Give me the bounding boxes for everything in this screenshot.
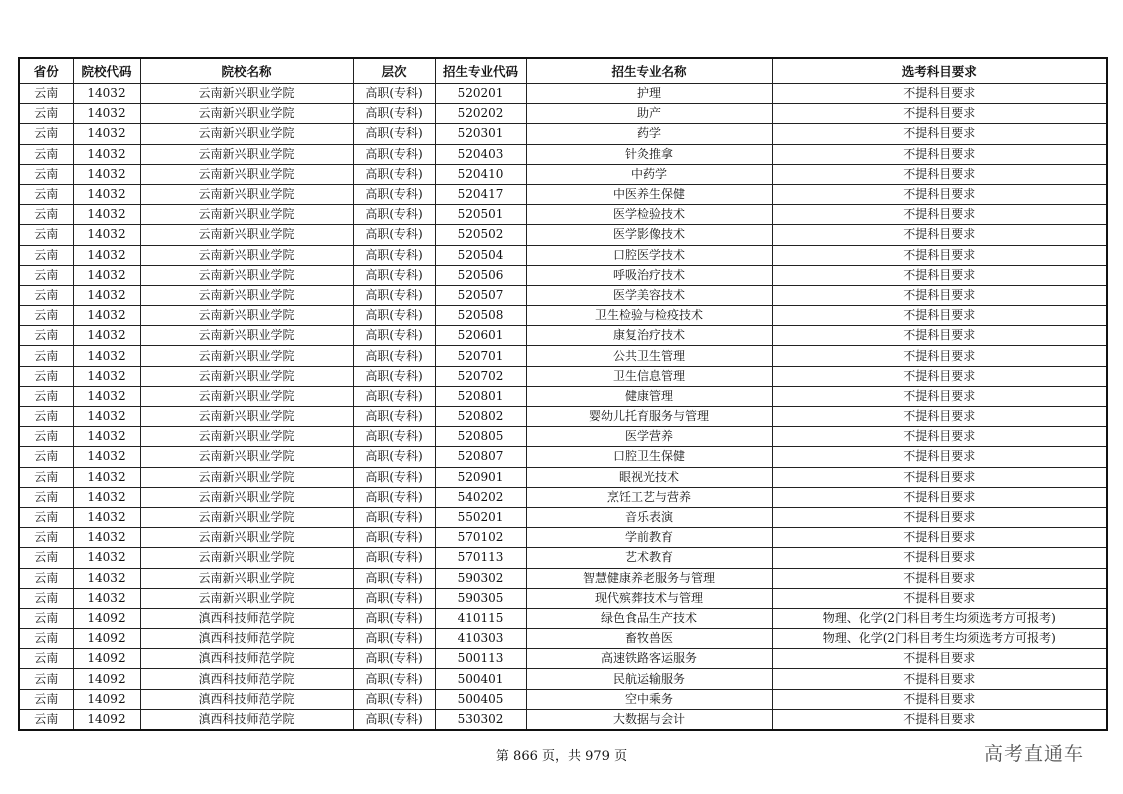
table-row xyxy=(19,709,1107,730)
table-cell: 14032 xyxy=(73,588,140,608)
table-cell: 不提科目要求 xyxy=(772,84,1107,104)
table-cell: 云南新兴职业学院 xyxy=(140,447,353,467)
table-cell: 高职(专科) xyxy=(353,225,435,245)
table-cell: 410115 xyxy=(435,608,526,628)
table-cell: 云南 xyxy=(19,528,73,548)
table-cell: 物理、化学(2门科目考生均须选考方可报考) xyxy=(772,608,1107,628)
table-cell: 不提科目要求 xyxy=(772,487,1107,507)
table-cell: 14092 xyxy=(73,689,140,709)
table-cell: 高职(专科) xyxy=(353,588,435,608)
table-cell: 云南新兴职业学院 xyxy=(140,326,353,346)
table-row xyxy=(19,225,1107,245)
table-cell: 不提科目要求 xyxy=(772,346,1107,366)
table-cell: 高职(专科) xyxy=(353,548,435,568)
table-cell: 不提科目要求 xyxy=(772,407,1107,427)
table-cell: 学前教育 xyxy=(526,528,772,548)
table-cell: 音乐表演 xyxy=(526,507,772,527)
table-cell: 不提科目要求 xyxy=(772,306,1107,326)
table-cell: 云南 xyxy=(19,689,73,709)
table-cell: 云南 xyxy=(19,467,73,487)
table-cell: 不提科目要求 xyxy=(772,265,1107,285)
table-cell: 14032 xyxy=(73,407,140,427)
table-cell: 550201 xyxy=(435,507,526,527)
table-cell: 高职(专科) xyxy=(353,528,435,548)
table-cell: 不提科目要求 xyxy=(772,447,1107,467)
table-cell: 410303 xyxy=(435,629,526,649)
table-cell: 云南 xyxy=(19,447,73,467)
table-cell: 云南新兴职业学院 xyxy=(140,124,353,144)
table-cell: 14032 xyxy=(73,568,140,588)
table-row xyxy=(19,588,1107,608)
table-cell: 14032 xyxy=(73,184,140,204)
table-row xyxy=(19,528,1107,548)
table-row xyxy=(19,184,1107,204)
table-cell: 不提科目要求 xyxy=(772,689,1107,709)
table-cell: 现代殡葬技术与管理 xyxy=(526,588,772,608)
table-cell: 大数据与会计 xyxy=(526,709,772,730)
table-cell: 不提科目要求 xyxy=(772,709,1107,730)
table-cell: 14032 xyxy=(73,164,140,184)
table-cell: 云南新兴职业学院 xyxy=(140,265,353,285)
table-cell: 云南 xyxy=(19,245,73,265)
table-cell: 医学美容技术 xyxy=(526,285,772,305)
table-cell: 520504 xyxy=(435,245,526,265)
table-cell: 520901 xyxy=(435,467,526,487)
table-cell: 570113 xyxy=(435,548,526,568)
table-cell: 14032 xyxy=(73,285,140,305)
table-cell: 高职(专科) xyxy=(353,407,435,427)
table-cell: 云南新兴职业学院 xyxy=(140,306,353,326)
table-cell: 500401 xyxy=(435,669,526,689)
table-cell: 不提科目要求 xyxy=(772,225,1107,245)
table-cell: 云南新兴职业学院 xyxy=(140,568,353,588)
table-cell: 滇西科技师范学院 xyxy=(140,649,353,669)
table-cell: 高职(专科) xyxy=(353,285,435,305)
table-cell: 14032 xyxy=(73,144,140,164)
table-cell: 不提科目要求 xyxy=(772,568,1107,588)
table-cell: 云南新兴职业学院 xyxy=(140,588,353,608)
table-cell: 高职(专科) xyxy=(353,306,435,326)
table-cell: 云南 xyxy=(19,608,73,628)
table-row xyxy=(19,669,1107,689)
table-cell: 14092 xyxy=(73,608,140,628)
table-cell: 高职(专科) xyxy=(353,184,435,204)
table-cell: 云南 xyxy=(19,144,73,164)
table-cell: 云南新兴职业学院 xyxy=(140,427,353,447)
table-cell: 空中乘务 xyxy=(526,689,772,709)
table-cell: 云南新兴职业学院 xyxy=(140,144,353,164)
table-cell: 不提科目要求 xyxy=(772,326,1107,346)
page-number: 第 866 页，共 979 页 xyxy=(495,749,628,764)
table-cell: 云南 xyxy=(19,205,73,225)
table-cell: 云南新兴职业学院 xyxy=(140,285,353,305)
table-cell: 滇西科技师范学院 xyxy=(140,709,353,730)
table-cell: 不提科目要求 xyxy=(772,124,1107,144)
table-cell: 云南新兴职业学院 xyxy=(140,164,353,184)
table-cell: 智慧健康养老服务与管理 xyxy=(526,568,772,588)
table-body xyxy=(19,84,1107,731)
table-cell: 云南 xyxy=(19,669,73,689)
table-cell: 云南新兴职业学院 xyxy=(140,104,353,124)
table-cell: 高职(专科) xyxy=(353,326,435,346)
table-cell: 520601 xyxy=(435,326,526,346)
column-header: 招生专业名称 xyxy=(526,58,772,84)
table-cell: 14032 xyxy=(73,84,140,104)
table-cell: 520417 xyxy=(435,184,526,204)
table-cell: 高职(专科) xyxy=(353,629,435,649)
table-cell: 570102 xyxy=(435,528,526,548)
table-cell: 不提科目要求 xyxy=(772,588,1107,608)
table-cell: 高职(专科) xyxy=(353,265,435,285)
table-cell: 卫生检验与检疫技术 xyxy=(526,306,772,326)
table-row xyxy=(19,366,1107,386)
table-cell: 云南 xyxy=(19,285,73,305)
table-cell: 高职(专科) xyxy=(353,608,435,628)
table-cell: 520201 xyxy=(435,84,526,104)
table-cell: 高职(专科) xyxy=(353,709,435,730)
column-header: 院校名称 xyxy=(140,58,353,84)
table-cell: 520807 xyxy=(435,447,526,467)
table-cell: 不提科目要求 xyxy=(772,205,1107,225)
table-cell: 520702 xyxy=(435,366,526,386)
table-cell: 14032 xyxy=(73,366,140,386)
table-row xyxy=(19,568,1107,588)
table-cell: 口腔医学技术 xyxy=(526,245,772,265)
table-cell: 云南 xyxy=(19,84,73,104)
table-cell: 云南新兴职业学院 xyxy=(140,245,353,265)
table-cell: 14032 xyxy=(73,225,140,245)
table-cell: 520502 xyxy=(435,225,526,245)
table-cell: 云南 xyxy=(19,487,73,507)
table-cell: 云南 xyxy=(19,427,73,447)
table-cell: 医学影像技术 xyxy=(526,225,772,245)
table-cell: 滇西科技师范学院 xyxy=(140,669,353,689)
table-cell: 14032 xyxy=(73,487,140,507)
table-cell: 14032 xyxy=(73,427,140,447)
table-cell: 云南 xyxy=(19,265,73,285)
table-cell: 云南新兴职业学院 xyxy=(140,507,353,527)
table-cell: 绿色食品生产技术 xyxy=(526,608,772,628)
table-cell: 14032 xyxy=(73,386,140,406)
table-cell: 滇西科技师范学院 xyxy=(140,629,353,649)
table-cell: 高速铁路客运服务 xyxy=(526,649,772,669)
column-header: 招生专业代码 xyxy=(435,58,526,84)
table-cell: 中药学 xyxy=(526,164,772,184)
table-cell: 520507 xyxy=(435,285,526,305)
table-cell: 520508 xyxy=(435,306,526,326)
table-cell: 高职(专科) xyxy=(353,467,435,487)
table-cell: 520805 xyxy=(435,427,526,447)
table-cell: 云南 xyxy=(19,164,73,184)
table-cell: 14032 xyxy=(73,507,140,527)
table-cell: 14032 xyxy=(73,447,140,467)
table-cell: 高职(专科) xyxy=(353,669,435,689)
table-header-row xyxy=(19,58,1107,84)
table-cell: 公共卫生管理 xyxy=(526,346,772,366)
table-cell: 14032 xyxy=(73,346,140,366)
table-cell: 500113 xyxy=(435,649,526,669)
table-cell: 云南 xyxy=(19,588,73,608)
table-row xyxy=(19,629,1107,649)
table-row xyxy=(19,407,1107,427)
table-cell: 云南 xyxy=(19,629,73,649)
table-cell: 520501 xyxy=(435,205,526,225)
table-row xyxy=(19,205,1107,225)
table-cell: 艺术教育 xyxy=(526,548,772,568)
table-cell: 助产 xyxy=(526,104,772,124)
table-cell: 520802 xyxy=(435,407,526,427)
table-cell: 540202 xyxy=(435,487,526,507)
table-cell: 滇西科技师范学院 xyxy=(140,608,353,628)
table-cell: 14032 xyxy=(73,548,140,568)
table-cell: 高职(专科) xyxy=(353,104,435,124)
table-cell: 呼吸治疗技术 xyxy=(526,265,772,285)
table-cell: 云南 xyxy=(19,124,73,144)
table-cell: 康复治疗技术 xyxy=(526,326,772,346)
table-cell: 物理、化学(2门科目考生均须选考方可报考) xyxy=(772,629,1107,649)
table-cell: 530302 xyxy=(435,709,526,730)
table-cell: 500405 xyxy=(435,689,526,709)
table-cell: 滇西科技师范学院 xyxy=(140,689,353,709)
table-cell: 云南新兴职业学院 xyxy=(140,528,353,548)
table-cell: 520202 xyxy=(435,104,526,124)
table-cell: 卫生信息管理 xyxy=(526,366,772,386)
table-cell: 针灸推拿 xyxy=(526,144,772,164)
table-row xyxy=(19,326,1107,346)
table-cell: 高职(专科) xyxy=(353,245,435,265)
table-cell: 高职(专科) xyxy=(353,84,435,104)
table-cell: 520410 xyxy=(435,164,526,184)
table-cell: 云南 xyxy=(19,568,73,588)
table-row xyxy=(19,689,1107,709)
table-cell: 14032 xyxy=(73,104,140,124)
table-row xyxy=(19,487,1107,507)
table-cell: 14092 xyxy=(73,709,140,730)
table-row xyxy=(19,548,1107,568)
table-cell: 云南 xyxy=(19,548,73,568)
table-cell: 不提科目要求 xyxy=(772,144,1107,164)
table-row xyxy=(19,104,1107,124)
table-cell: 烹饪工艺与营养 xyxy=(526,487,772,507)
table-cell: 520506 xyxy=(435,265,526,285)
table-cell: 不提科目要求 xyxy=(772,184,1107,204)
table-row xyxy=(19,467,1107,487)
table-header xyxy=(19,58,1107,84)
table-cell: 不提科目要求 xyxy=(772,669,1107,689)
table-cell: 云南新兴职业学院 xyxy=(140,548,353,568)
table-cell: 云南新兴职业学院 xyxy=(140,366,353,386)
table-cell: 云南 xyxy=(19,709,73,730)
table-cell: 高职(专科) xyxy=(353,447,435,467)
table-cell: 云南新兴职业学院 xyxy=(140,386,353,406)
table-cell: 中医养生保健 xyxy=(526,184,772,204)
table-cell: 云南 xyxy=(19,386,73,406)
table-row xyxy=(19,124,1107,144)
table-cell: 高职(专科) xyxy=(353,507,435,527)
table-cell: 不提科目要求 xyxy=(772,164,1107,184)
table-cell: 高职(专科) xyxy=(353,649,435,669)
column-header: 省份 xyxy=(19,58,73,84)
table-cell: 不提科目要求 xyxy=(772,467,1107,487)
table-cell: 高职(专科) xyxy=(353,124,435,144)
table-row xyxy=(19,507,1107,527)
table-cell: 云南新兴职业学院 xyxy=(140,346,353,366)
table-cell: 健康管理 xyxy=(526,386,772,406)
column-header: 层次 xyxy=(353,58,435,84)
table-cell: 高职(专科) xyxy=(353,144,435,164)
table-cell: 14032 xyxy=(73,245,140,265)
table-cell: 520801 xyxy=(435,386,526,406)
table-row xyxy=(19,649,1107,669)
table-cell: 云南 xyxy=(19,184,73,204)
table-cell: 口腔卫生保健 xyxy=(526,447,772,467)
table-cell: 医学营养 xyxy=(526,427,772,447)
table-cell: 民航运输服务 xyxy=(526,669,772,689)
column-header: 院校代码 xyxy=(73,58,140,84)
table-row xyxy=(19,144,1107,164)
table-cell: 高职(专科) xyxy=(353,427,435,447)
table-row xyxy=(19,285,1107,305)
table-cell: 云南 xyxy=(19,346,73,366)
table-cell: 云南新兴职业学院 xyxy=(140,487,353,507)
table-cell: 不提科目要求 xyxy=(772,104,1107,124)
table-cell: 不提科目要求 xyxy=(772,649,1107,669)
table-cell: 云南新兴职业学院 xyxy=(140,184,353,204)
table-cell: 14032 xyxy=(73,528,140,548)
table-cell: 云南 xyxy=(19,306,73,326)
table-cell: 云南 xyxy=(19,104,73,124)
table-cell: 14032 xyxy=(73,306,140,326)
table-cell: 药学 xyxy=(526,124,772,144)
table-row xyxy=(19,447,1107,467)
admission-table xyxy=(18,57,1108,731)
table-cell: 云南 xyxy=(19,407,73,427)
column-header: 选考科目要求 xyxy=(772,58,1107,84)
table-cell: 云南新兴职业学院 xyxy=(140,84,353,104)
table-cell: 医学检验技术 xyxy=(526,205,772,225)
table-cell: 高职(专科) xyxy=(353,366,435,386)
table-cell: 云南 xyxy=(19,326,73,346)
table-cell: 云南新兴职业学院 xyxy=(140,205,353,225)
table-cell: 高职(专科) xyxy=(353,487,435,507)
table-cell: 眼视光技术 xyxy=(526,467,772,487)
table-cell: 520403 xyxy=(435,144,526,164)
table-row xyxy=(19,306,1107,326)
table-cell: 云南新兴职业学院 xyxy=(140,225,353,245)
table-cell: 护理 xyxy=(526,84,772,104)
table-cell: 云南新兴职业学院 xyxy=(140,467,353,487)
table-cell: 高职(专科) xyxy=(353,164,435,184)
table-cell: 不提科目要求 xyxy=(772,285,1107,305)
table-cell: 云南 xyxy=(19,649,73,669)
table-row xyxy=(19,84,1107,104)
table-cell: 不提科目要求 xyxy=(772,507,1107,527)
table-cell: 590305 xyxy=(435,588,526,608)
table-cell: 高职(专科) xyxy=(353,205,435,225)
table-cell: 高职(专科) xyxy=(353,386,435,406)
table-cell: 14032 xyxy=(73,326,140,346)
table-cell: 14092 xyxy=(73,649,140,669)
table-cell: 14032 xyxy=(73,265,140,285)
table-cell: 婴幼儿托育服务与管理 xyxy=(526,407,772,427)
table-cell: 云南新兴职业学院 xyxy=(140,407,353,427)
table-cell: 14092 xyxy=(73,669,140,689)
table-row xyxy=(19,245,1107,265)
table-cell: 520301 xyxy=(435,124,526,144)
table-cell: 云南 xyxy=(19,507,73,527)
table-cell: 不提科目要求 xyxy=(772,427,1107,447)
table-cell: 云南 xyxy=(19,225,73,245)
table-cell: 高职(专科) xyxy=(353,568,435,588)
table-cell: 520701 xyxy=(435,346,526,366)
table-cell: 不提科目要求 xyxy=(772,366,1107,386)
table-cell: 云南 xyxy=(19,366,73,386)
table-row xyxy=(19,386,1107,406)
table-cell: 高职(专科) xyxy=(353,689,435,709)
table-cell: 14032 xyxy=(73,467,140,487)
table-cell: 不提科目要求 xyxy=(772,548,1107,568)
table-cell: 不提科目要求 xyxy=(772,386,1107,406)
table-cell: 14092 xyxy=(73,629,140,649)
table-cell: 590302 xyxy=(435,568,526,588)
table-cell: 14032 xyxy=(73,124,140,144)
table-row xyxy=(19,346,1107,366)
table-cell: 14032 xyxy=(73,205,140,225)
watermark-text: 高考直通车 xyxy=(984,743,1085,765)
table-cell: 畜牧兽医 xyxy=(526,629,772,649)
table-cell: 不提科目要求 xyxy=(772,245,1107,265)
table-row xyxy=(19,608,1107,628)
table-cell: 不提科目要求 xyxy=(772,528,1107,548)
table-row xyxy=(19,164,1107,184)
table-row xyxy=(19,265,1107,285)
table-cell: 高职(专科) xyxy=(353,346,435,366)
table-row xyxy=(19,427,1107,447)
